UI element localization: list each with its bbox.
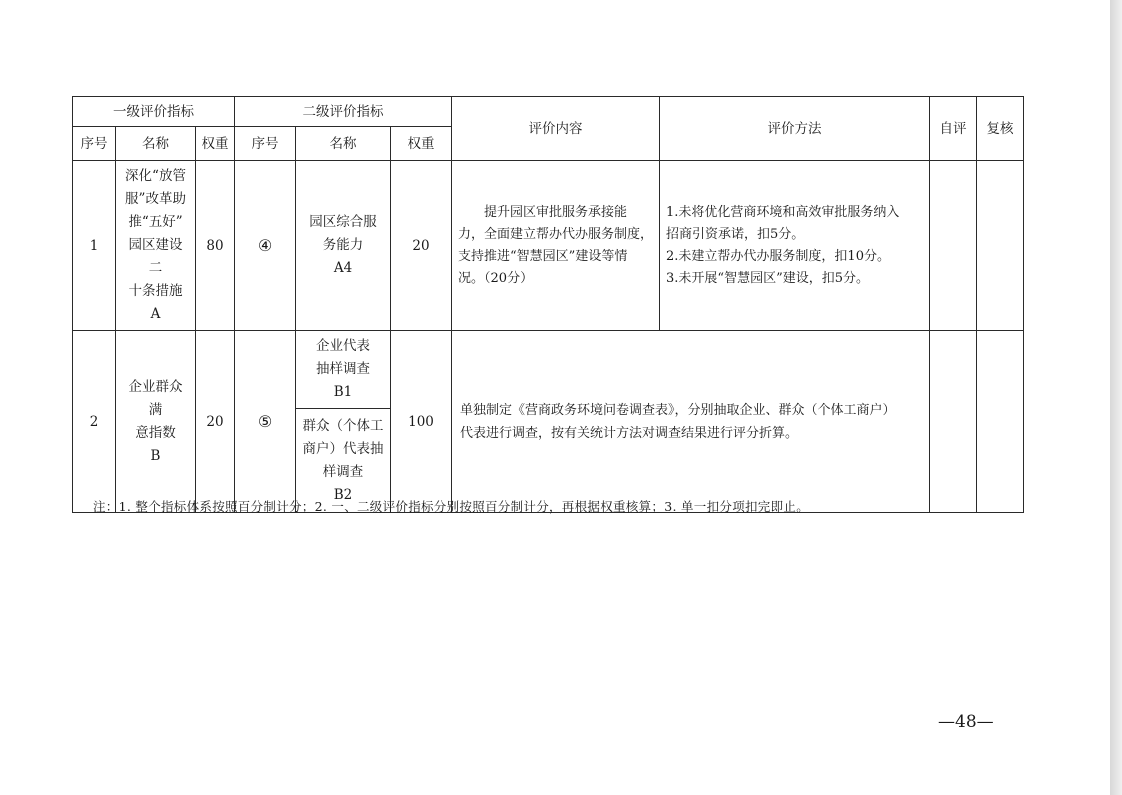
name-line: 意指数 [135,424,176,441]
row-seq: 2 [73,331,116,513]
row-seq: 1 [73,161,116,331]
row-name [116,331,196,513]
review-cell [977,161,1024,331]
name-line: B [150,447,161,464]
page-number: —48— [938,712,994,732]
method-header: 评价方法 [660,97,930,161]
seq-header: 序号 [73,127,116,161]
method-line: 招商引资承诺，扣5分。 [666,226,805,242]
content-line: 代表进行调查，按有关统计方法对调查结果进行评分折算。 [460,425,799,441]
row-name [116,161,196,331]
evaluation-index-table [72,96,1024,513]
name-line: 企业群众满 [128,378,183,418]
content-line: 况。（20分） [458,270,534,286]
row-weight: 20 [196,331,235,513]
sub-weight-header: 权重 [391,127,452,161]
sub-weight: 20 [391,161,452,331]
sub-name-line: 抽样调查 [316,361,371,377]
sub-name-line: A4 [333,260,353,276]
name-line: 服”改革助 [125,191,186,207]
table-row [73,331,1024,409]
row-weight: 80 [196,161,235,331]
table-row [73,161,1024,331]
sub-name-line: B2 [333,486,353,503]
name-line: 深化“放管 [125,168,186,184]
weight-header: 权重 [196,127,235,161]
content-line: 支持推进“智慧园区”建设等情 [458,248,628,264]
self-eval-header: 自评 [930,97,977,161]
sub-name-line: 样调查 [322,463,364,480]
sub-name-line: 群众（个体工 [302,417,384,434]
review-cell [977,331,1024,513]
content-line: 单独制定《营商政务环境问卷调查表》，分别抽取企业、群众（个体工商户） [460,402,896,418]
method-line: 1.未将优化营商环境和高效审批服务纳入 [666,204,900,220]
self-eval-cell [930,331,977,513]
review-header: 复核 [977,97,1024,161]
method-cell [660,161,930,331]
sub-weight: 100 [391,331,452,513]
name-line: 园区建设二 [128,237,183,276]
name-line: A [150,306,161,322]
sub-name-header: 名称 [296,127,391,161]
content-header: 评价内容 [452,97,660,161]
sub-name-b1 [296,331,391,409]
combined-content-cell [452,331,930,513]
sub-name-line: 务能力 [322,237,364,253]
name-line: 十条措施 [128,283,183,299]
scan-page-edge [1110,0,1122,795]
name-header: 名称 [116,127,196,161]
content-cell [452,161,660,331]
sub-name-line: B1 [333,384,353,400]
header-row-1 [73,97,1024,127]
level1-header: 一级评价指标 [73,97,235,127]
sub-seq: ⑤ [235,331,296,513]
name-line: 推“五好” [128,214,183,230]
table-footnote: 注：1. 整个指标体系按照百分制计分；2. 一、二级评价指标分别按照百分制计分，再根据权重核算；3. 单一扣分项扣完即止。 [93,499,810,514]
sub-name [296,161,391,331]
sub-seq-header: 序号 [235,127,296,161]
sub-name-line: 企业代表 [316,338,371,354]
sub-seq: ④ [235,161,296,331]
level2-header: 二级评价指标 [235,97,452,127]
method-line: 2.未建立帮办代办服务制度，扣10分。 [666,248,890,264]
self-eval-cell [930,161,977,331]
content-line: 提升园区审批服务承接能 [484,204,628,220]
sub-name-line: 商户）代表抽 [302,440,384,457]
sub-name-line: 园区综合服 [309,214,377,230]
content-line: 力，全面建立帮办代办服务制度， [458,226,654,242]
method-line: 3.未开展“智慧园区”建设，扣5分。 [666,270,869,286]
